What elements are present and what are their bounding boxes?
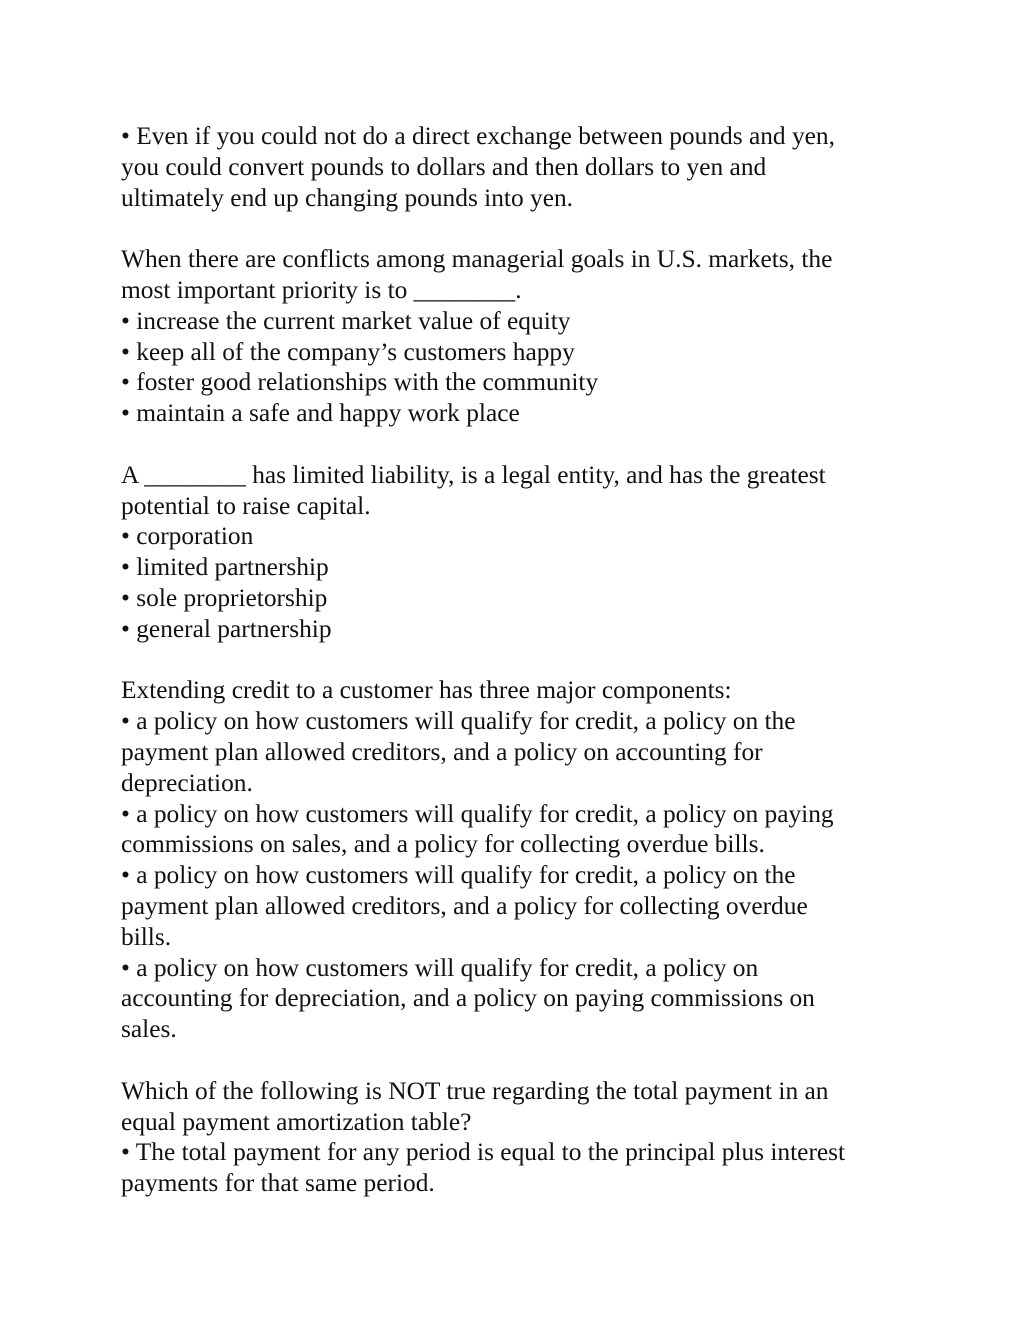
- answer-option: • increase the current market value of equity: [121, 306, 571, 335]
- answer-option: • general partnership: [121, 614, 332, 643]
- paragraph-gap: [121, 213, 911, 244]
- question-text-line: Extending credit to a customer has three major components:: [121, 676, 732, 705]
- question-amortization-table: [121, 1076, 911, 1199]
- question-managerial-goals: [121, 244, 911, 429]
- question-text-line: Which of the following is NOT true regarding the total payment in an: [121, 1076, 829, 1105]
- answer-option: • a policy on how customers will qualify for credit, a policy on the: [121, 707, 796, 736]
- answer-option: • a policy on how customers will qualify for credit, a policy on paying: [121, 799, 834, 828]
- document-page: [121, 121, 911, 1199]
- text-line: ultimately end up changing pounds into yen.: [121, 183, 574, 212]
- answer-option-continued: sales.: [121, 1015, 177, 1044]
- question-text-line: potential to raise capital.: [121, 491, 371, 520]
- answer-option-continued: accounting for depreciation, and a policy on paying commissions on: [121, 984, 815, 1013]
- answer-option-continued: depreciation.: [121, 768, 253, 797]
- answer-option-continued: bills.: [121, 922, 172, 951]
- answer-option: • a policy on how customers will qualify for credit, a policy on the: [121, 861, 796, 890]
- answer-option: • a policy on how customers will qualify for credit, a policy on: [121, 953, 759, 982]
- answer-option-continued: payment plan allowed creditors, and a policy for collecting overdue: [121, 891, 808, 920]
- answer-option: • The total payment for any period is equal to the principal plus interest: [121, 1138, 846, 1167]
- text-line: you could convert pounds to dollars and then dollars to yen and: [121, 152, 767, 181]
- answer-option: • maintain a safe and happy work place: [121, 399, 520, 428]
- paragraph-gap: [121, 1045, 911, 1076]
- question-text-line: equal payment amortization table?: [121, 1107, 472, 1136]
- answer-option: • foster good relationships with the community: [121, 368, 599, 397]
- answer-option-continued: commissions on sales, and a policy for collecting overdue bills.: [121, 830, 765, 859]
- answer-option: • limited partnership: [121, 553, 329, 582]
- text-line: • Even if you could not do a direct exchange between pounds and yen,: [121, 122, 835, 150]
- question-business-entity: [121, 460, 911, 645]
- question-text-line: A ________ has limited liability, is a legal entity, and has the greatest: [121, 460, 826, 489]
- paragraph-gap: [121, 429, 911, 460]
- answer-option-continued: payment plan allowed creditors, and a policy on accounting for: [121, 737, 763, 766]
- question-text-line: When there are conflicts among managerial goals in U.S. markets, the: [121, 245, 833, 274]
- paragraph-gap: [121, 645, 911, 676]
- answer-option-continued: payments for that same period.: [121, 1169, 435, 1198]
- answer-option: • keep all of the company’s customers happy: [121, 337, 575, 366]
- question-credit-components: [121, 675, 911, 1045]
- paragraph-currency-exchange: [121, 121, 911, 213]
- answer-option: • sole proprietorship: [121, 583, 328, 612]
- question-text-line: most important priority is to ________.: [121, 275, 522, 304]
- answer-option: • corporation: [121, 522, 254, 551]
